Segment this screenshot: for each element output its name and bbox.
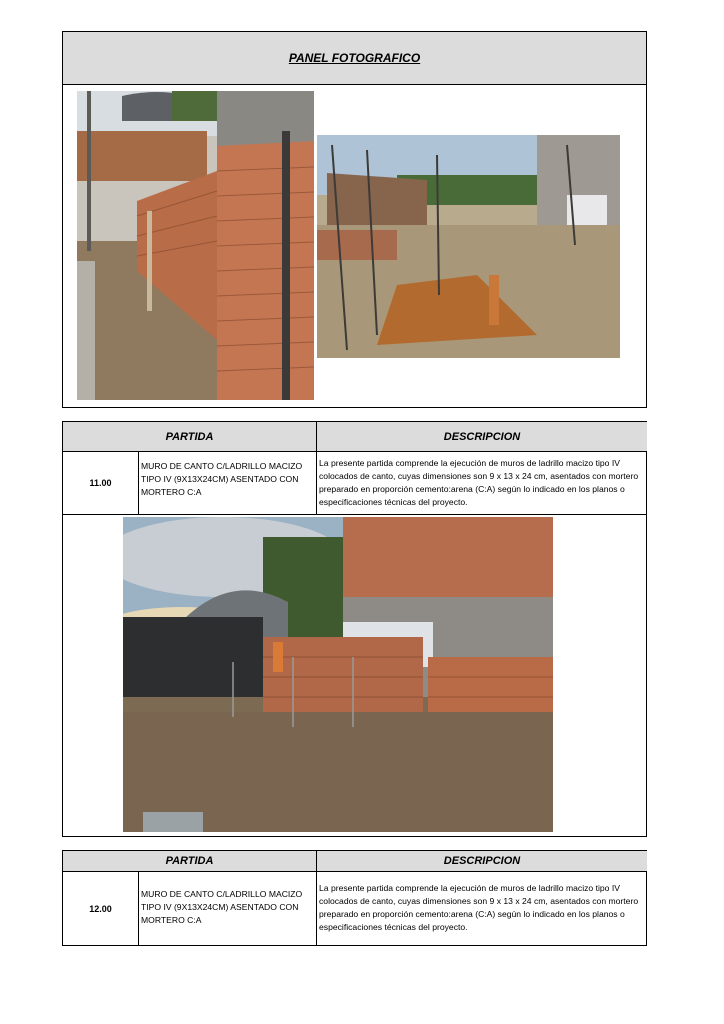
- row-divider: [63, 871, 646, 872]
- item-number: 12.00: [89, 903, 112, 914]
- row-divider: [63, 451, 646, 452]
- descripcion-header: DESCRIPCION: [317, 422, 647, 451]
- column-divider: [138, 871, 139, 945]
- item-number: 11.00: [89, 478, 112, 488]
- panel-header: [62, 31, 647, 85]
- photo-brick-wall-left: [77, 91, 314, 400]
- page-title: PANEL FOTOGRAFICO: [288, 51, 421, 65]
- photo-site-overview: [317, 135, 620, 358]
- column-divider: [316, 422, 317, 514]
- descripcion-header: DESCRIPCION: [317, 851, 647, 871]
- column-divider: [316, 851, 317, 945]
- item-name: MURO DE CANTO C/LADRILLO MACIZO TIPO IV (9X13X24CM) ASENTADO CON MORTERO C:A: [141, 889, 303, 925]
- item-description: La presente partida comprende la ejecución de muros de ladrillo macizo tipo IV colocados de canto, cuyas dimensiones son 9 x 13 x 24 cm, asentados con mortero preparado en proporción cemento:arena (C:A) según lo indicado en los planos o especificaciones técnicas del proyecto.: [319, 883, 639, 932]
- photo-wall-construction: [123, 517, 553, 832]
- item-name: MURO DE CANTO C/LADRILLO MACIZO TIPO IV (9X13X24CM) ASENTADO CON MORTERO C:A: [141, 461, 303, 497]
- column-divider: [138, 451, 139, 514]
- partida-header: PARTIDA: [63, 422, 316, 451]
- item-description: La presente partida comprende la ejecución de muros de ladrillo macizo tipo IV colocados de canto, cuyas dimensiones son 9 x 13 x 24 cm, asentados con mortero preparado en proporción cemento:arena (C:A) según lo indicado en los planos o especificaciones técnicas del proyecto.: [319, 458, 639, 507]
- partida-table-1: [62, 421, 647, 515]
- partida-table-2: [62, 850, 647, 946]
- partida-header: PARTIDA: [63, 851, 316, 871]
